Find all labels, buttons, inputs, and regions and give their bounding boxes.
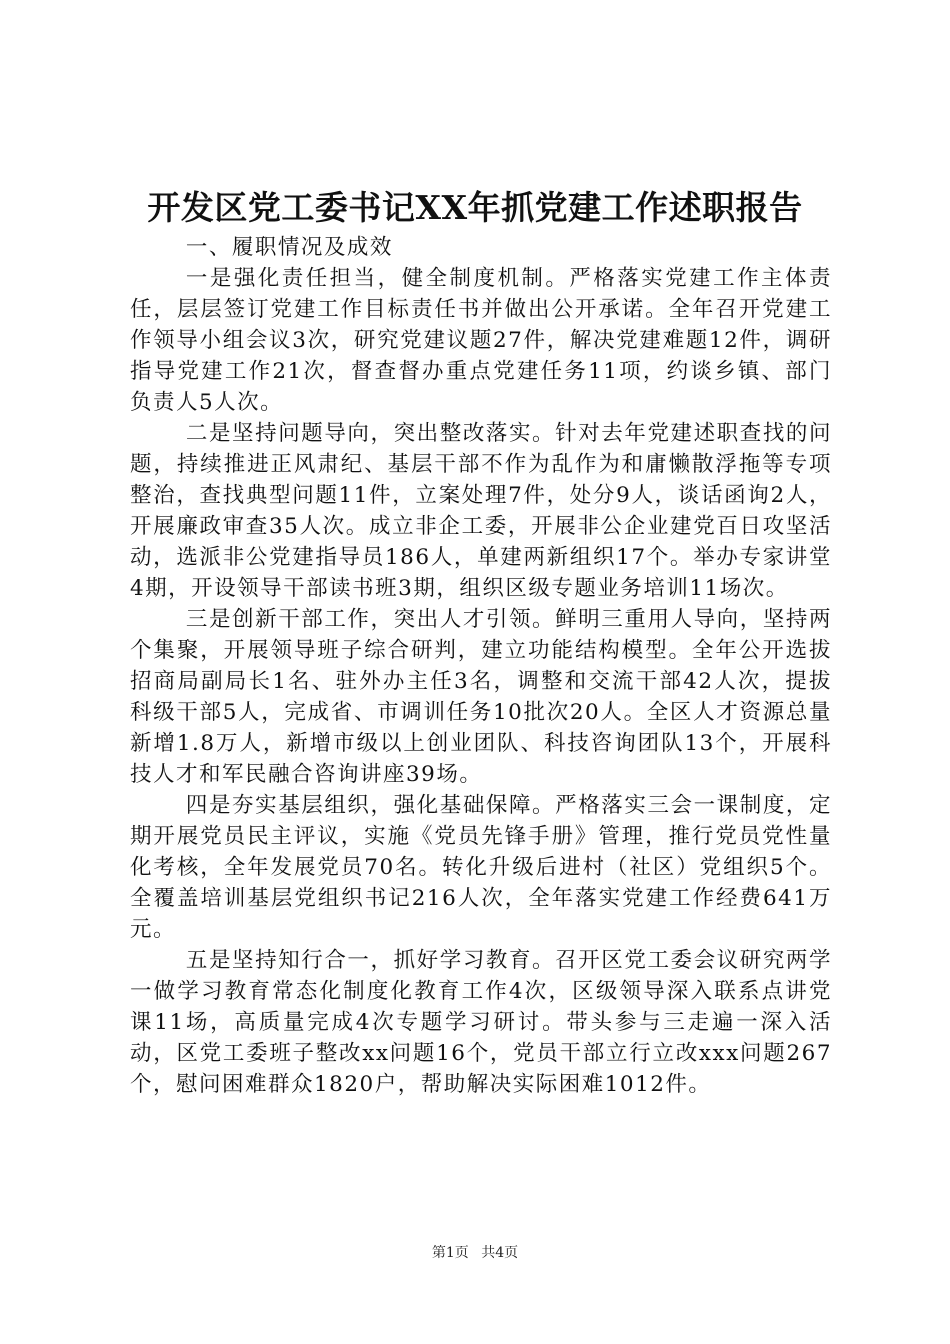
document-title: 开发区党工委书记XX年抓党建工作述职报告: [147, 188, 803, 227]
paragraph-2: 二是坚持问题导向，突出整改落实。针对去年党建述职查找的问题，持续推进正风肃纪、基层干部不作为乱作为和庸懒散浮拖等专项整治，查找典型问题11件，立案处理7件，处分9人，谈话函询2人，开展廉政审查35人次。成立非企工委，开展非公企业建党百日攻坚活动，选派非公党建指导员186人，单建两新组织17个。举办专家讲堂4期，开设领导干部读书班3期，组织区级专题业务培训11场次。: [130, 421, 832, 601]
paragraph-3: 三是创新干部工作，突出人才引领。鲜明三重用人导向，坚持两个集聚，开展领导班子综合研判，建立功能结构模型。全年公开选拔招商局副局长1名、驻外办主任3名，调整和交流干部42人次，提拔科级干部5人，完成省、市调训任务10批次20人。全区人才资源总量新增1.8万人，新增市级以上创业团队、科技咨询团队13个，开展科技人才和军民融合咨询讲座39场。: [130, 607, 832, 787]
paragraph-1: 一是强化责任担当，健全制度机制。严格落实党建工作主体责任，层层签订党建工作目标责任书并做出公开承诺。全年召开党建工作领导小组会议3次，研究党建议题27件，解决党建难题12件，调研指导党建工作21次，督查督办重点党建任务11项，约谈乡镇、部门负责人5人次。: [130, 266, 832, 415]
page-footer: [0, 1243, 950, 1263]
document-body: [130, 232, 832, 1100]
page-number: 第1页: [431, 1245, 469, 1261]
paragraph-4: 四是夯实基层组织，强化基础保障。严格落实三会一课制度，定期开展党员民主评议，实施《党员先锋手册》管理，推行党员党性量化考核，全年发展党员70名。转化升级后进村（社区）党组织5个。全覆盖培训基层党组织书记216人次，全年落实党建工作经费641万元。: [130, 793, 832, 942]
section-heading: 一、履职情况及成效: [185, 235, 393, 260]
paragraph-5: 五是坚持知行合一，抓好学习教育。召开区党工委会议研究两学一做学习教育常态化制度化教育工作4次，区级领导深入联系点讲党课11场，高质量完成4次专题学习研讨。带头参与三走遍一深入活动，区党工委班子整改xx问题16个，党员干部立行立改xxx问题267个，慰问困难群众1820户，帮助解决实际困难1012件。: [130, 948, 832, 1097]
page-total: 共4页: [481, 1245, 519, 1261]
